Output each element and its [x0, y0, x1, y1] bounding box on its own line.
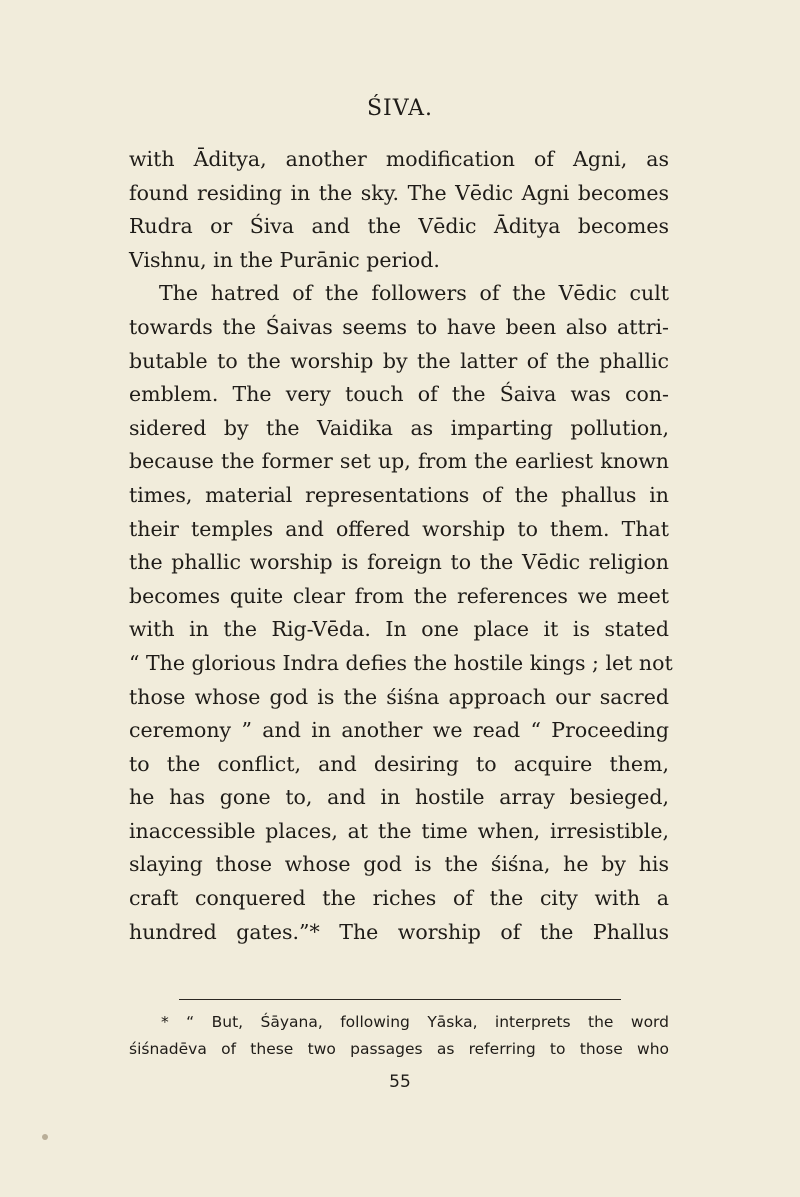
body-line: craft conquered the riches of the city with a — [129, 886, 669, 911]
body-line: ceremony ” and in another we read “ Proceeding — [129, 718, 669, 743]
footnote-rule — [179, 999, 621, 1000]
body-line: found residing in the sky. The Vēdic Agni becomes — [129, 180, 669, 205]
body-line: towards the Śaivas seems to have been also attri- — [129, 314, 669, 339]
body-line: with in the Rig-Vēda. In one place it is stated — [129, 617, 669, 642]
page-number: 55 — [389, 1072, 411, 1092]
body-text — [129, 143, 673, 949]
body-line: to the conflict, and desiring to acquire them, — [129, 751, 669, 776]
body-line: sidered by the Vaidika as imparting pollution, — [129, 415, 669, 440]
body-line: emblem. The very touch of the Śaiva was con- — [129, 382, 669, 407]
body-line: the phallic worship is foreign to the Vēdic religion — [129, 550, 669, 575]
body-line: times, material representations of the phallus in — [129, 482, 669, 507]
body-line: “ The glorious Indra defies the hostile kings ; let not — [129, 650, 673, 675]
footnote — [129, 1009, 669, 1063]
body-line: butable to the worship by the latter of the phallic — [129, 348, 669, 373]
body-line: becomes quite clear from the references we meet — [129, 583, 669, 608]
body-line: The hatred of the followers of the Vēdic cult — [159, 281, 669, 306]
body-line: Rudra or Śiva and the Vēdic Āditya becomes — [129, 214, 669, 239]
body-line: slaying those whose god is the śiśna, he by his — [129, 852, 669, 877]
body-line: because the former set up, from the earliest known — [129, 449, 669, 474]
paper-speck — [42, 1134, 48, 1140]
body-line: those whose god is the śiśna approach our sacred — [129, 684, 669, 709]
body-line: inaccessible places, at the time when, irresistible, — [129, 818, 669, 843]
running-head: ŚIVA. — [366, 96, 434, 121]
footnote-line: * “ But, Śāyana, following Yāska, interprets the word — [161, 1013, 669, 1031]
body-line: with Āditya, another modification of Agni, as — [129, 147, 669, 171]
footnote-line: śiśnadēva of these two passages as referring to those who — [129, 1040, 669, 1058]
body-line: he has gone to, and in hostile array besieged, — [129, 785, 669, 810]
body-line: Vishnu, in the Purānic period. — [129, 247, 440, 272]
body-line: their temples and offered worship to them. That — [129, 516, 669, 541]
body-line: hundred gates.”* The worship of the Phallus — [129, 919, 669, 944]
